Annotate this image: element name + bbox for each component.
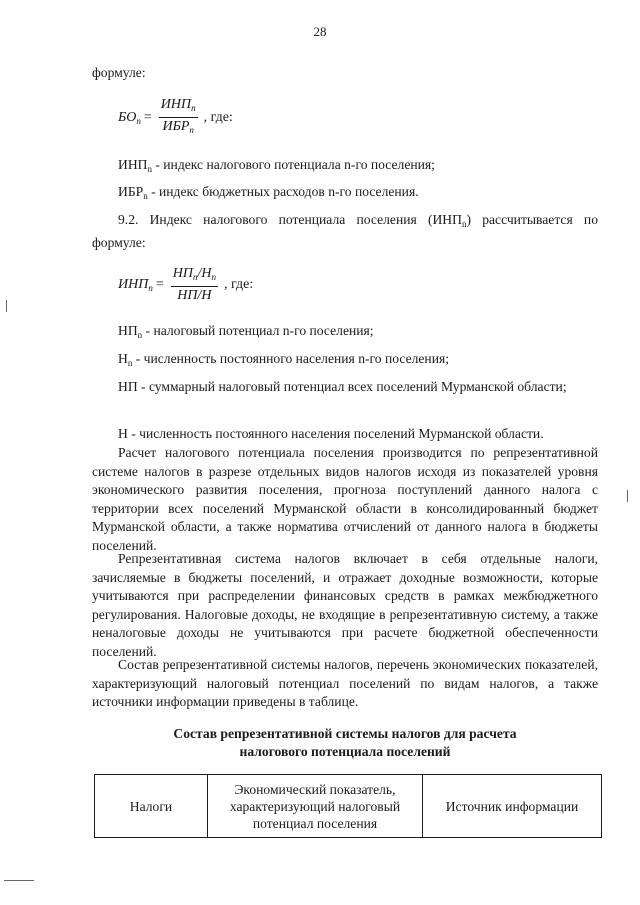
intro-text: формуле: <box>92 65 146 80</box>
definition-h-total: Н - численность постоянного населения поселений Мурманской области. <box>118 426 544 441</box>
formula-bo-fraction: $\frac{ИНП_n}{ИБР_n}$ <box>160 97 196 135</box>
formula-bo: $БО_n$ = $\frac{ИНП_n}{ИБР_n}$ , где: <box>118 97 233 138</box>
definition-h-n: $Н_n$ - численность постоянного населения n-го поселения; <box>118 351 450 368</box>
table-title-line-2: налогового потенциала поселений <box>239 744 451 759</box>
definition-ibr: $ИБР_n$ - индекс бюджетных расходов n-го поселения. <box>118 184 419 201</box>
scan-artifact <box>6 300 7 312</box>
formula-inp: $ИНП_n$ = $\frac{НП_n/Н_n}{НП/Н}$ , где: <box>118 266 254 303</box>
formula-bo-lhs: $БО_n$ <box>118 109 141 126</box>
paragraph-9-2: 9.2. Индекс налогового потенциала поселения $(ИНП_n)$ рассчитывается по формуле: <box>92 212 599 250</box>
header-economic-indicator: Экономический показатель, характеризующий налоговый потенциал поселения <box>208 775 423 838</box>
table-title-line-1: Состав репрезентативной системы налогов для расчета <box>173 726 517 741</box>
table-header-row <box>95 775 602 838</box>
scan-artifact <box>4 880 34 881</box>
definition-inp: $ИНП_n$ - индекс налогового потенциала n-го поселения; <box>118 157 435 174</box>
paragraph-composition: Состав репрезентативной системы налогов, перечень экономических показателей, характеризующий налоговый потенциал поселений по видам налогов, а также источники информации приведены в таблице. <box>92 657 598 710</box>
definition-np-total: НП - суммарный налоговый потенциал всех поселений Мурманской области; <box>118 379 567 394</box>
paragraph-representative-system: Репрезентативная система налогов включает в себя отдельные налоги, зачисляемые в бюджеты поселений, и отражает доходные возможности, которые учитываются при распределении финансовых средств в рамках межбюджетного регулирования. Налоговые доходы, не входящие в репрезентативную систему, а также неналоговые доходы не учитываются при расчете бюджетной обеспеченности поселений. <box>92 551 598 659</box>
scan-artifact <box>627 490 628 502</box>
formula-inp-fraction: $\frac{НП_n/Н_n}{НП/Н}$ <box>172 266 216 303</box>
header-information-source: Источник информации <box>423 775 602 838</box>
paragraph-calculation: Расчет налогового потенциала поселения производится по репрезентативной системе налогов в разрезе отдельных видов налогов исходя из показателей уровня экономического развития поселения, прогноза поступлений данного налога с территории всех поселений Мурманской области в консолидированный бюджет Мурманской области, а также норматива отчислений от данного налога в бюджеты поселений. <box>92 445 598 553</box>
page-number: 28 <box>313 24 327 39</box>
representative-tax-table <box>94 774 602 838</box>
header-taxes: Налоги <box>95 775 208 838</box>
definition-np-n: $НП_n$ - налоговый потенциал n-го поселения; <box>118 323 374 340</box>
formula-inp-lhs: $ИНП_n$ <box>118 277 153 293</box>
